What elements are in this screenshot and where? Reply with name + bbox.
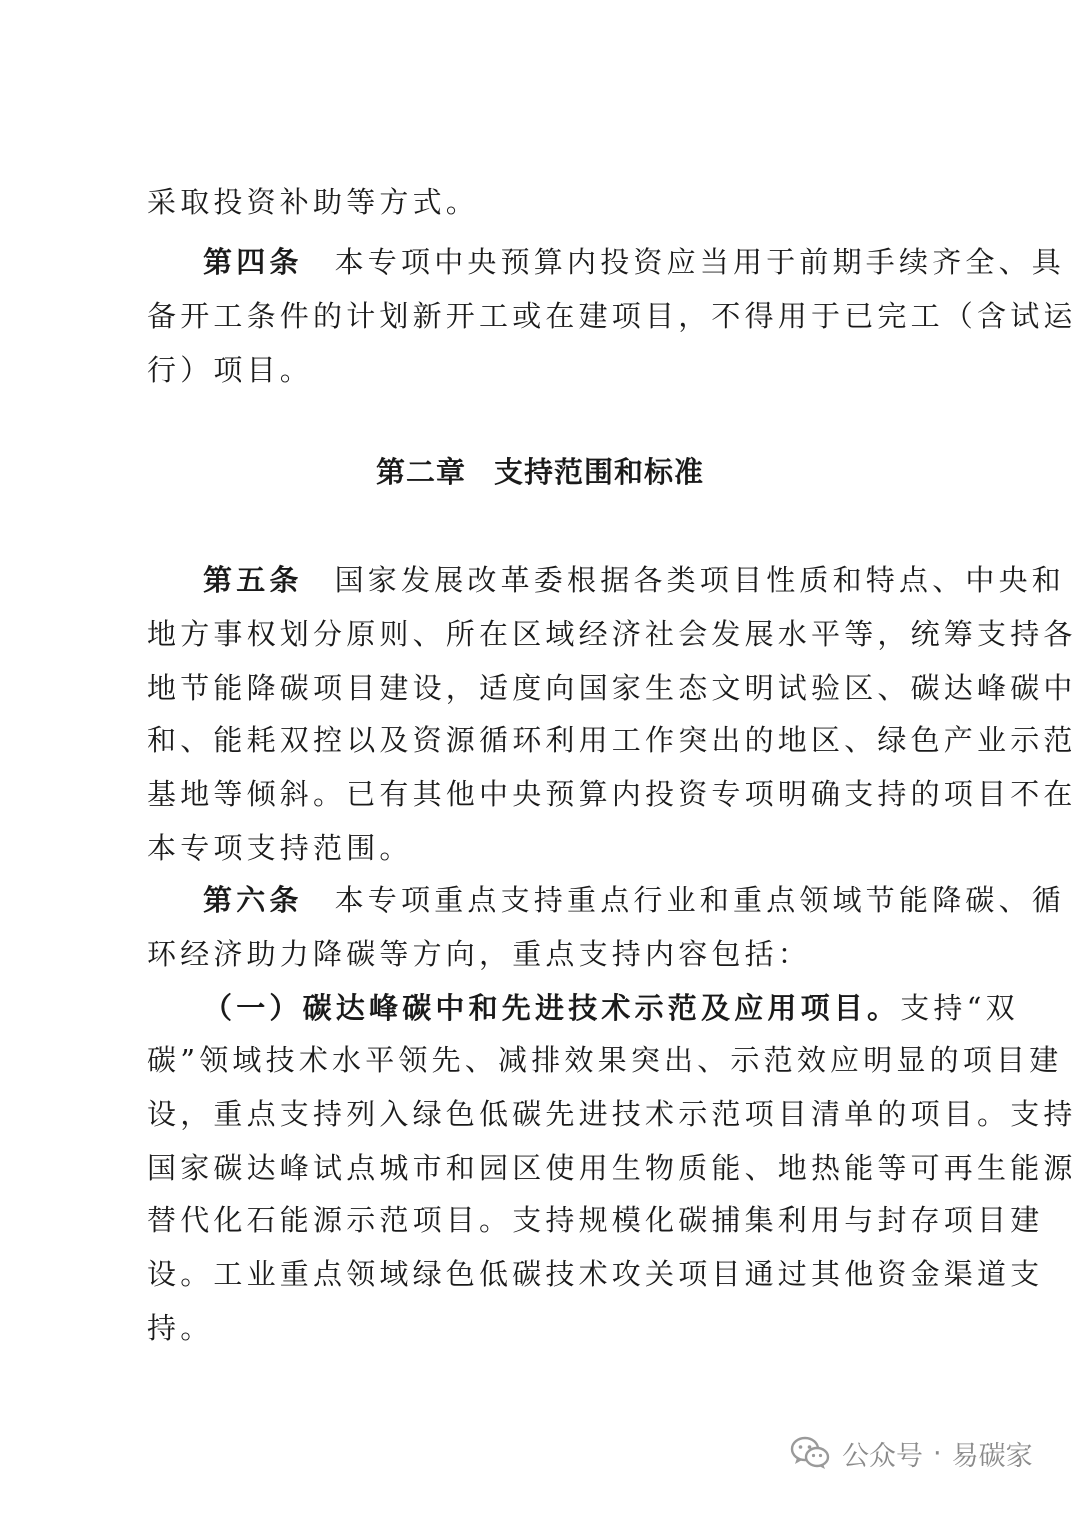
wechat-watermark [790, 1431, 1033, 1475]
article-label: 第四条 [203, 245, 303, 279]
watermark-label: 公众号 [842, 1440, 923, 1472]
text-line: 设。工业重点领域绿色低碳技术攻关项目通过其他资金渠道支 [147, 1257, 1044, 1291]
chapter-number: 第二章 [375, 455, 466, 489]
watermark-account: 易碳家 [951, 1440, 1033, 1472]
item-heading: （一）碳达峰碳中和先进技术示范及应用项目。 [203, 991, 901, 1025]
text-line: 本专项中央预算内投资应当用于前期手续齐全、具 [334, 245, 1066, 279]
article-6-first-line [203, 880, 1066, 920]
text-line: 支持“双 [900, 991, 1019, 1025]
text-line: 地节能降碳项目建设，适度向国家生态文明试验区、碳达峰碳中 [147, 671, 1077, 705]
text-line: 国家发展改革委根据各类项目性质和特点、中央和 [334, 563, 1066, 597]
text-line: 环经济助力降碳等方向，重点支持内容包括： [147, 937, 812, 971]
text-line: 持。 [147, 1311, 214, 1345]
text-line: 国家碳达峰试点城市和园区使用生物质能、地热能等可再生能源 [147, 1151, 1077, 1185]
text-line: 基地等倾斜。已有其他中央预算内投资专项明确支持的项目不在 [147, 777, 1077, 811]
text-line: 本专项重点支持重点行业和重点领域节能降碳、循 [334, 883, 1066, 917]
text-line: 碳”领域技术水平领先、减排效果突出、示范效应明显的项目建 [147, 1043, 1063, 1077]
chapter-title: 支持范围和标准 [494, 455, 705, 489]
text-line: 行）项目。 [147, 353, 314, 387]
text-line: 和、能耗双控以及资源循环利用工作突出的地区、绿色产业示范 [147, 723, 1077, 757]
article-4-first-line [203, 242, 1066, 282]
text-line: 本专项支持范围。 [147, 831, 413, 865]
item-1-first-line [203, 988, 1019, 1028]
text-line: 地方事权划分原则、所在区域经济社会发展水平等，统筹支持各 [147, 617, 1077, 651]
article-label: 第五条 [203, 563, 303, 597]
wechat-icon [790, 1436, 830, 1470]
article-label: 第六条 [203, 883, 303, 917]
text-line: 备开工条件的计划新开工或在建项目，不得用于已完工（含试运 [147, 299, 1077, 333]
watermark-separator: · [933, 1437, 942, 1469]
text-line: 设，重点支持列入绿色低碳先进技术示范项目清单的项目。支持 [147, 1097, 1077, 1131]
text-line: 采取投资补助等方式。 [147, 185, 480, 219]
text-line: 替代化石能源示范项目。支持规模化碳捕集利用与封存项目建 [147, 1203, 1044, 1237]
article-5-first-line [203, 560, 1066, 600]
chapter-heading [0, 452, 1080, 492]
